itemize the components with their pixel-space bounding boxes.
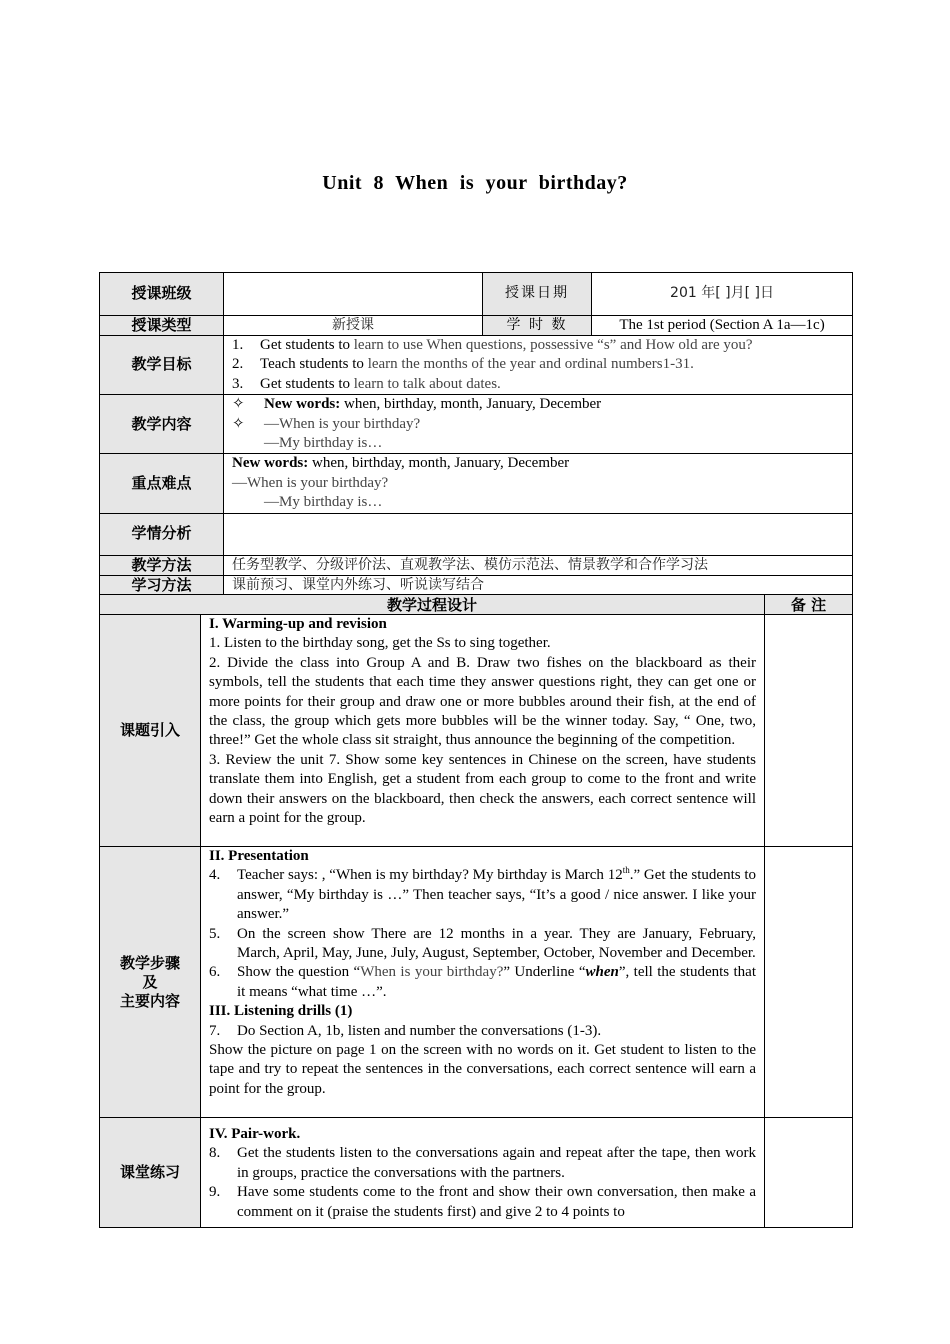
teaching-process-table [99, 594, 853, 1228]
hours-value: The 1st period (Section A 1a—1c) [592, 316, 853, 336]
steps-body: II. Presentation 4. Teacher says: , “When is my birthday? My birthday is March 12th.” Get the students to answer, “My birthday is …” Then teacher says, “It’s a good / nice answer. I like your answer.” 5. On the screen show There are 12 months in a year. They are January, February, March, April, May, June, July, August, September, October, November and December. 6. Show the question “When is your birthday?” Underline “when”, tell the students that it means “what time …”. III. Listening drills (1) 7. Do Section A, 1b, listen and number the conversations (1-3). Show the picture on page 1 on the screen with no words on it. Get student to listen to the tape and try to repeat the sentences in the conversations, each correct sentence will earn a point for the group. [201, 847, 765, 1118]
practice-body: IV. Pair-work. 8. Get the students listen to the conversations again and repeat after the tape, then work in groups, practice the conversations with the partners. 9. Have some students come to the front and show their own conversation, then make a comment on it (praise the students first) and give 2 to 4 points to [201, 1118, 765, 1228]
practice-notes [765, 1118, 853, 1228]
process-header: 教学过程设计 [100, 595, 765, 615]
steps-label: 教学步骤 及 主要内容 [100, 847, 201, 1118]
type-value: 新授课 [224, 316, 483, 336]
hours-label: 学 时 数 [483, 316, 592, 336]
analysis-label: 学情分析 [100, 513, 224, 555]
date-label: 授课日期 [483, 273, 592, 316]
key-label: 重点难点 [100, 454, 224, 513]
lesson-info-table [99, 272, 853, 596]
method-value: 任务型教学、分级评价法、直观教学法、模仿示范法、情景教学和合作学习法 [224, 555, 853, 575]
objectives-list [224, 336, 853, 395]
key-body: New words: when, birthday, month, January, December —When is your birthday? —My birthday is… [224, 454, 853, 513]
date-value: 201 年[ ]月[ ]日 [592, 273, 853, 316]
practice-label: 课堂练习 [100, 1118, 201, 1228]
content-label: 教学内容 [100, 395, 224, 454]
page-title: Unit 8 When is your birthday? [322, 172, 628, 194]
intro-label: 课题引入 [100, 615, 201, 847]
objective-item: 1. Get students to learn to use When questions, possessive “s” and How old are you? [232, 337, 753, 353]
analysis-value [224, 513, 853, 555]
steps-notes [765, 847, 853, 1118]
bullet-icon: ✧ [232, 415, 245, 432]
notes-header: 备 注 [765, 595, 853, 615]
bullet-icon: ✧ [232, 396, 245, 413]
type-label: 授课类型 [100, 316, 224, 336]
study-value: 课前预习、课堂内外练习、听说读写结合 [224, 575, 853, 595]
objective-item: 2. Teach students to learn the months of the year and ordinal numbers1-31. [232, 356, 694, 373]
method-label: 教学方法 [100, 555, 224, 575]
intro-body: I. Warming-up and revision 1. Listen to the birthday song, get the Ss to sing together. 2. Divide the class into Group A and B. Draw two fishes on the blackboard as their symbols, tell the students that each time they answer questions right, they can get one or more points for their group and draw one or more bubbles around their fish, at the end of the class, the group which gets more bubbles will be the winner today. Say, “ One, two, three!” Get the whole class sit straight, thus announce the beginning of the competition. 3. Review the unit 7. Show some key sentences in Chinese on the screen, have students translate them into English, get a student from each group to come to the front and write down their answers on the blackboard, then check the answers, each correct sentence will earn a point for the group. [201, 615, 765, 847]
intro-notes [765, 615, 853, 847]
study-label: 学习方法 [100, 575, 224, 595]
objectives-label: 教学目标 [100, 336, 224, 395]
class-label: 授课班级 [100, 273, 224, 316]
objective-item: 3. Get students to learn to talk about dates. [232, 375, 501, 392]
class-value [224, 273, 483, 316]
content-body: ✧ New words: when, birthday, month, January, December ✧ —When is your birthday? —My birthday is… [224, 395, 853, 454]
